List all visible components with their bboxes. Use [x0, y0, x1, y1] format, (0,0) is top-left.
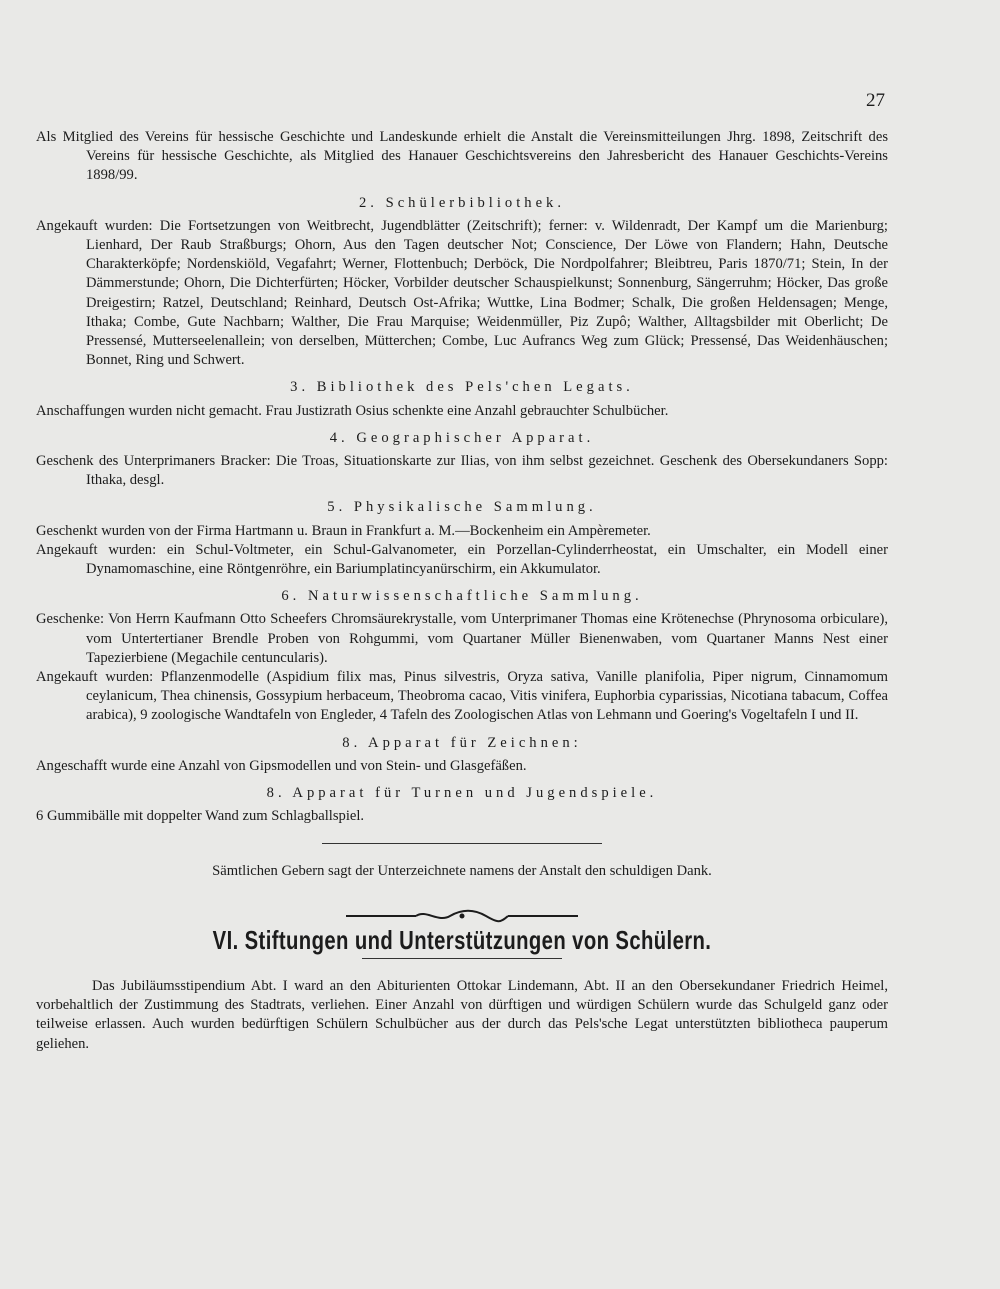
- section-heading-zeichnen: 8. Apparat für Zeichnen:: [342, 734, 582, 751]
- physik-angekauft-text: Angekauft wurden: ein Schul-Voltmeter, ein Schul-Galvanometer, ein Porzellan-Cylinderrheostat, ein Umschalter, ein Modell einer Dynamomaschine, eine Röntgenröhre, ein Bariumplatincyanürschirm, ein Akkumulator.: [36, 541, 888, 578]
- zeichnen-text: Angeschafft wurde eine Anzahl von Gipsmodellen und von Stein- und Glasgefäßen.: [36, 757, 527, 774]
- section-title: VI. Stiftungen und Unterstützungen von Schülern.: [212, 924, 712, 955]
- schuelerbibliothek-text: Angekauft wurden: Die Fortsetzungen von Weitbrecht, Jugendblätter (Zeitschrift); ferner: v. Wildenradt, Der Kampf um die Marienburg; Lienhard, Der Raub Straßburgs; Ohorn, Aus den Tagen deutscher Not; Conscience, Der Löwe von Flandern; Hahn, Deutsche Charakterköpfe; Nordenskiöld, Vegafahrt; Werner, Flottenbuch; Derböck, Die Nordpolfahrer; Bleibtreu, Paris 1870/71; Stein, In der Dämmerstunde; Ohorn, Die Dichterfürten; Höcker, Vorbilder deutscher Schauspielkunst; Sonnenburg, Sängerruhm; Höcker, Das große Dreigestirn; Ratzel, Deutschland; Reinhard, Deutsch Ost-Afrika; Wuttke, Lina Bodmer; Schalk, Die großen Heldensagen; Menge, Ithaka; Combe, Gute Nachbarn; Walther, Die Frau Marquise; Weidenmüller, Piz Zupô; Walther, Alltagsbilder mit Oberlicht; De Pressensé, Mutterseelenallein; von derselben, Mütterchen; Combe, Luc Aufrancs Weg zum Glück; Pressensé, Das Weidenhäuschen; Bonnet, Ring und Schwert.: [36, 217, 888, 369]
- turnen-text: 6 Gummibälle mit doppelter Wand zum Schlagballspiel.: [36, 808, 365, 825]
- naturwissenschaft-angekauft-text: Angekauft wurden: Pflanzenmodelle (Aspidium filix mas, Pinus silvestris, Oryza sativa, Vanille planifolia, Piper nigrum, Cinnamomum ceylanicum, Thea chinensis, Gossypium herbaceum, Theobroma cacao, Vitis vinifera, Euphorbia cyparissias, Nicotiana tabacum, Coffea arabica), 9 zoologische Wandtafeln von Engleder, 4 Tafeln des Zoologischen Atlas von Lehmann und Goering's Vogeltafeln I und II.: [36, 669, 888, 724]
- divider-rule: [322, 843, 602, 844]
- geographie-text: Geschenk des Unterprimaners Bracker: Die Troas, Situationskarte zur Ilias, von ihm selbst gezeichnet. Geschenk des Obersekundaners Sopp: Ithaka, desgl.: [36, 453, 888, 489]
- stiftungen-text: Das Jubiläumsstipendium Abt. I ward an den Abiturienten Ottokar Lindemann, Abt. II an den Obersekundaner Friedrich Heimel, vorbehaltlich der Zustimmung des Stadtrats, verliehen. Einer Anzahl von dürftigen und würdigen Schülern wurde das Schulgeld ganz oder teilweise erlassen. Auch wurden bedürftigen Schülern Schulbücher aus der durch das Pels'sche Legat unterstützten bibliotheca pauperum geliehen.: [36, 977, 888, 1052]
- naturwissenschaft-geschenke-text: Geschenke: Von Herrn Kaufmann Otto Scheefers Chromsäurekrystalle, vom Unterprimaner Thomas eine Krötenechse (Phrynosoma orbiculare), vom Untertertianer Brendle Proben von Rohgummi, vom Quartaner Müller Bienenwaben, vom Quartaner Manns Nest einer Tapezierbiene (Megachile centuncularis).: [36, 611, 888, 666]
- page-number: 27: [866, 90, 885, 111]
- intro-paragraph: Als Mitglied des Vereins für hessische Geschichte und Landeskunde erhielt die Anstalt die Vereinsmitteilungen Jhrg. 1898, Zeitschrift des Vereins für hessische Geschichte, als Mitglied des Hanauer Geschichtsvereins den Jahresbericht des Hanauer Geschichts-Vereins 1898/99.: [36, 129, 888, 184]
- ornament-divider-icon: [346, 909, 578, 923]
- section-heading-geographie: 4. Geographischer Apparat.: [329, 429, 595, 446]
- pels-legat-text: Anschaffungen wurden nicht gemacht. Frau Justizrath Osius schenkte eine Anzahl gebrauchter Schulbücher.: [36, 402, 669, 419]
- title-underline: [362, 958, 562, 959]
- section-heading-physik: 5. Physikalische Sammlung.: [327, 499, 597, 516]
- section-heading-turnen: 8. Apparat für Turnen und Jugendspiele.: [266, 785, 658, 802]
- page-content: [36, 128, 888, 1054]
- section-heading-naturwissenschaft: 6. Naturwissenschaftliche Sammlung.: [281, 588, 643, 605]
- closing-thanks: Sämtlichen Gebern sagt der Unterzeichnete namens der Anstalt den schuldigen Dank.: [212, 862, 712, 879]
- section-heading-schuelerbibliothek: 2. Schülerbibliothek.: [358, 194, 565, 211]
- section-heading-pels-legat: 3. Bibliothek des Pels'chen Legats.: [290, 379, 634, 396]
- physik-geschenk-text: Geschenkt wurden von der Firma Hartmann u. Braun in Frankfurt a. M.—Bockenheim ein Ampèremeter.: [36, 522, 651, 539]
